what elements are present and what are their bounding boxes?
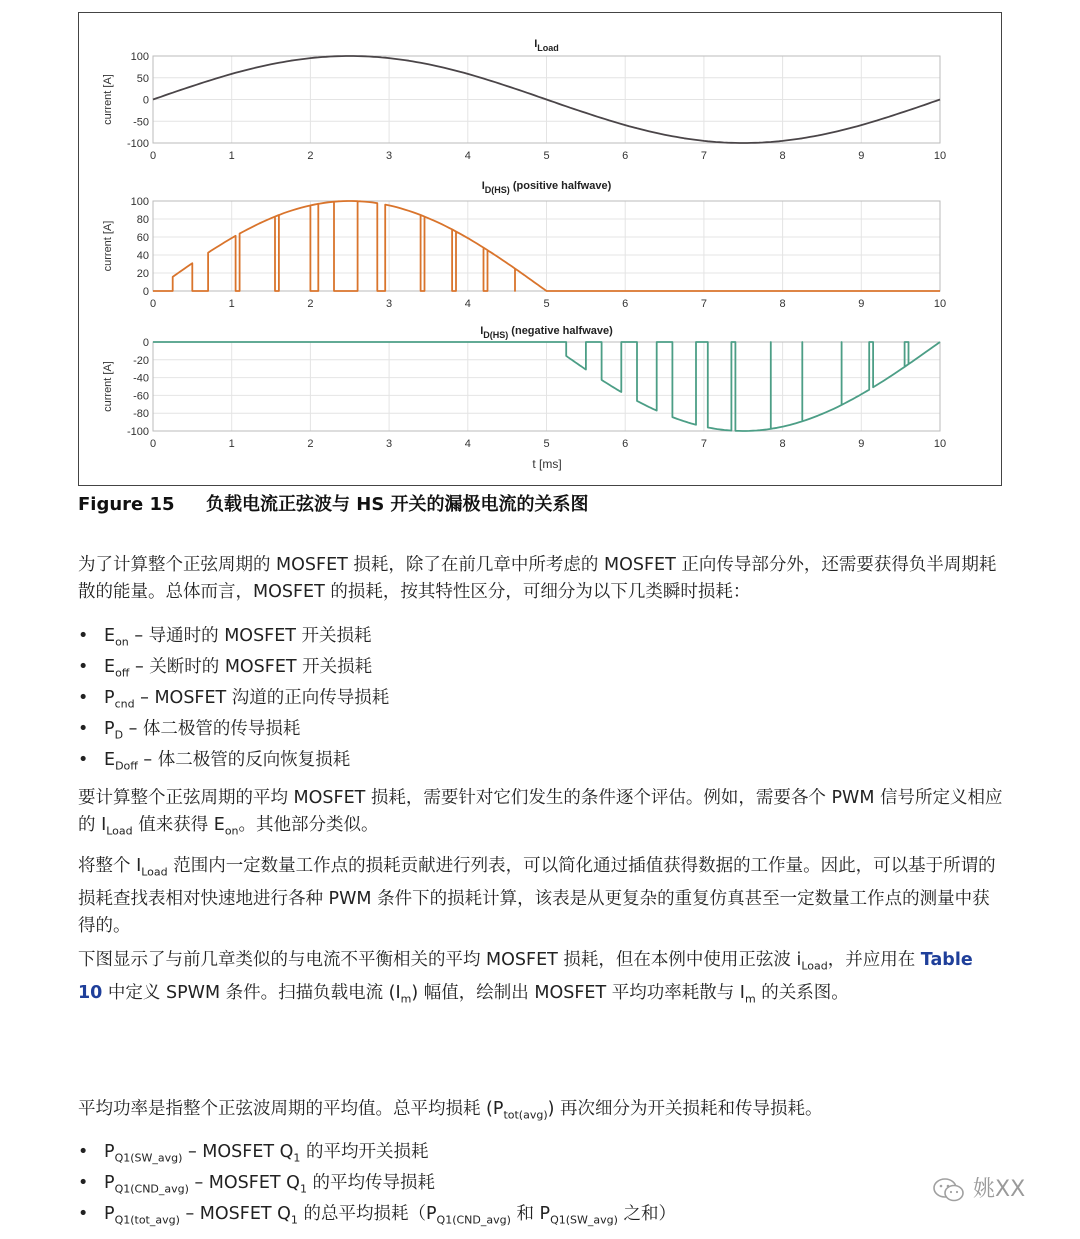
x-tick-label: 3 [386,298,393,310]
y-tick-label: 100 [130,51,149,63]
y-tick-label: 40 [136,250,149,262]
watermark [932,1172,1025,1203]
x-tick-label: 8 [779,298,786,310]
figure-caption [78,490,589,516]
figure-caption-text: 负载电流正弦波与 HS 开关的漏极电流的关系图 [206,494,589,515]
x-tick-label: 3 [386,150,393,162]
y-tick-label: -100 [126,426,149,438]
x-tick-label: 4 [464,298,471,310]
figure-15-plots [78,12,1002,486]
x-tick-label: 9 [858,438,865,450]
x-tick-label: 10 [933,438,947,450]
bullet-p-q1-sw: • $P_{Q1(SW\_avg)}$ – MOSFET $Q_1$ 的平均开关损耗 [78,1142,429,1165]
paragraph-5: 平均功率是指整个正弦波周期的平均值。总平均损耗 $(P_{tot(avg)})$ 再次细分为开关损耗和传导损耗。 [78,1099,823,1122]
plot-panel-3 [102,325,946,450]
y-tick-label: 0 [142,94,149,107]
plot-title: $I_{D(HS)}$ (positive halfwave) [481,180,612,195]
x-tick-label: 5 [543,298,550,310]
x-tick-label: 6 [622,298,629,310]
bullet-e-on: • $E_{on}$ – 导通时的 MOSFET 开关损耗 [78,626,372,649]
bullet-e-doff: • $E_{Doff}$ – 体二极管的反向恢复损耗 [78,750,351,773]
bullet-p-cnd: • $P_{cnd}$ – MOSFET 沟道的正向传导损耗 [78,688,390,711]
x-tick-label: 5 [543,150,550,162]
bullet-e-off: • $E_{off}$ – 关断时的 MOSFET 开关损耗 [78,657,373,680]
y-tick-label: -40 [133,372,149,385]
y-tick-label: 20 [136,268,149,280]
y-tick-label: 0 [142,286,149,298]
y-axis-label: current [A] [102,74,114,125]
paragraph-3: 将整个 $I_{Load}$ 范围内一定数量工作点的损耗贡献进行列表，可以简化通过插值获得数据的工作量。因此，可以基于所谓的损耗查找表相对快速地进行各种 PWM 条件下的损耗计算，该表是从更复杂的重复仿真甚至一定数量工作点的测量中获得的。 [78,856,996,936]
x-tick-label: 0 [149,150,157,162]
plot-title: $I_{D(HS)}$ (negative halfwave) [480,325,613,340]
plot-title: $I_{Load}$ [534,38,559,53]
y-tick-label: -20 [133,354,149,367]
bullet-p-d: • $P_D$ – 体二极管的传导损耗 [78,719,301,742]
y-axis-label: current [A] [102,220,114,272]
x-tick-label: 0 [149,298,157,310]
x-tick-label: 9 [858,298,865,310]
paragraph-1: 为了计算整个正弦周期的 MOSFET 损耗，除了在前几章中所考虑的 MOSFET 正向传导部分外，还需要获得负半周期耗散的能量。总体而言，MOSFET 的损耗，按其特性区分，可细分为以下几类瞬时损耗： [78,555,997,602]
x-tick-label: 4 [464,150,471,162]
plot-panel-1 [102,38,946,162]
wechat-icon [932,1177,966,1203]
table-10-link[interactable]: Table 10 [78,950,973,1003]
x-tick-label: 7 [700,150,707,162]
paragraph-2: 要计算整个正弦周期的平均 MOSFET 损耗，需要针对它们发生的条件逐个评估。例如，需要各个 PWM 信号所定义相应的 $I_{Load}$ 值来获得 $E_{on}$。其他部分类似。 [78,788,1003,838]
y-tick-label: 0 [142,337,149,349]
y-tick-label: 80 [136,214,149,226]
y-axis-label: current [A] [102,361,114,412]
x-tick-label: 1 [228,298,235,310]
x-tick-label: 2 [307,298,314,310]
y-tick-label: -50 [133,116,149,129]
y-tick-label: -60 [133,390,149,403]
bullet-p-q1-tot: • $P_{Q1(tot\_avg)}$ – MOSFET $Q_1$ 的总平均损耗（$P_{Q1(CND\_avg)}$ 和 $P_{Q1(SW\_avg)}$ 之和） [78,1204,677,1227]
x-tick-label: 10 [933,150,947,162]
x-tick-label: 8 [779,438,786,450]
y-tick-label: -80 [133,408,149,421]
x-tick-label: 3 [386,438,393,450]
watermark-text: 姚XX [973,1177,1026,1202]
y-tick-label: 100 [130,196,149,208]
x-tick-label: 1 [228,150,235,162]
y-tick-label: 60 [136,232,149,244]
x-tick-label: 8 [779,150,786,162]
x-axis-label: t [ms] [532,457,562,471]
x-tick-label: 2 [307,438,314,450]
paragraph-4: 下图显示了与前几章类似的与电流不平衡相关的平均 MOSFET 损耗，但在本例中使用正弦波 $i_{Load}$，并应用在 Table 10 中定义 SPWM 条件。扫描负载电流 $(I_m)$ 幅值，绘制出 MOSFET 平均功率耗散与 $I_m$ 的关系图。 [78,950,973,1005]
bullet-p-q1-cnd: • $P_{Q1(CND\_avg)}$ – MOSFET $Q_1$ 的平均传导损耗 [78,1173,435,1196]
y-tick-label: -100 [126,138,149,150]
x-tick-label: 5 [543,438,550,450]
x-tick-label: 7 [700,298,707,310]
x-tick-label: 6 [622,438,629,450]
x-tick-label: 7 [700,438,707,450]
x-tick-label: 0 [149,438,157,450]
x-tick-label: 4 [464,438,471,450]
x-tick-label: 6 [622,150,629,162]
x-tick-label: 10 [933,298,947,310]
figure-number: Figure 15 [78,494,175,515]
x-tick-label: 1 [228,438,235,450]
x-tick-label: 2 [307,150,314,162]
x-tick-label: 9 [858,150,865,162]
y-tick-label: 50 [136,72,149,85]
